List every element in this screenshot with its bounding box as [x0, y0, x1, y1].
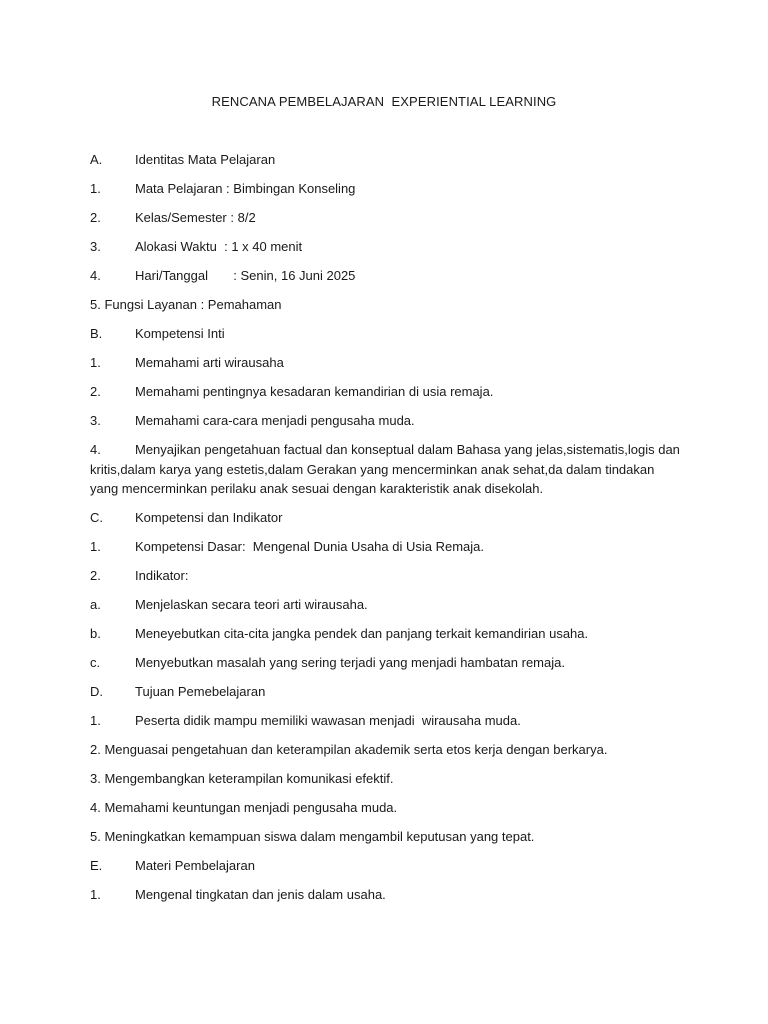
list-number: B. [90, 326, 103, 341]
list-number: 2. [90, 384, 101, 399]
list-text: Mengenal tingkatan dan jenis dalam usaha. [135, 887, 386, 902]
list-text: Menjelaskan secara teori arti wirausaha. [135, 597, 368, 612]
list-item [90, 596, 368, 614]
list-item [90, 383, 493, 401]
list-text: Memahami cara-cara menjadi pengusaha muda. [135, 413, 415, 428]
list-text: 4. Memahami keuntungan menjadi pengusaha muda. [90, 800, 398, 815]
list-item [90, 712, 521, 730]
list-item [90, 267, 355, 285]
list-item [90, 296, 282, 314]
list-number: D. [90, 684, 103, 699]
document-title: RENCANA PEMBELAJARAN EXPERIENTIAL LEARNING [211, 94, 557, 109]
list-number: 3. [90, 239, 101, 254]
list-number: b. [90, 626, 101, 641]
list-text: Memahami pentingnya kesadaran kemandirian di usia remaja. [135, 384, 494, 399]
list-text: Hari/Tanggal : Senin, 16 Juni 2025 [135, 268, 356, 283]
list-item [90, 886, 386, 904]
list-item [90, 238, 302, 256]
list-item [90, 654, 565, 672]
list-text: Peserta didik mampu memiliki wawasan menjadi wirausaha muda. [135, 713, 521, 728]
list-number: 1. [90, 887, 101, 902]
section-heading-a [90, 151, 275, 169]
list-number: c. [90, 655, 101, 670]
list-text: 5. Meningkatkan kemampuan siswa dalam mengambil keputusan yang tepat. [90, 829, 535, 844]
list-number: 1. [90, 355, 101, 370]
list-item [90, 180, 355, 198]
list-item [90, 741, 607, 759]
list-text: Indikator: [135, 568, 189, 583]
list-number: 1. [90, 539, 101, 554]
paragraph-text: Menyajikan pengetahuan factual dan konseptual dalam Bahasa yang jelas,sistematis,logis dan kritis,dalam karya yang estetis,dalam Gerakan yang mencerminkan anak sehat,da dalam tindakan yang mencerminkan perilaku anak sesuai dengan karakteristik anak disekolah. [90, 442, 684, 496]
list-text: Memahami arti wirausaha [135, 355, 284, 370]
section-heading-c [90, 509, 282, 527]
list-text: Materi Pembelajaran [135, 858, 255, 873]
list-item [90, 625, 588, 643]
list-number: 1. [90, 181, 101, 196]
list-item [90, 538, 484, 556]
list-text: Mata Pelajaran : Bimbingan Konseling [135, 181, 356, 196]
list-number: 4. [90, 268, 101, 283]
paragraph-item [90, 440, 684, 499]
list-text: Kompetensi Dasar: Mengenal Dunia Usaha di Usia Remaja. [135, 539, 485, 554]
section-heading-e [90, 857, 255, 875]
list-number: A. [90, 152, 103, 167]
list-text: Menyebutkan masalah yang sering terjadi yang menjadi hambatan remaja. [135, 655, 565, 670]
list-number: 1. [90, 713, 101, 728]
list-text: Kompetensi Inti [135, 326, 225, 341]
list-text: Tujuan Pemebelajaran [135, 684, 266, 699]
list-item [90, 412, 415, 430]
list-text: 5. Fungsi Layanan : Pemahaman [90, 297, 282, 312]
list-item [90, 799, 397, 817]
list-text: Kelas/Semester : 8/2 [135, 210, 256, 225]
list-item [90, 567, 188, 585]
list-number: 3. [90, 413, 101, 428]
list-text: Alokasi Waktu : 1 x 40 menit [135, 239, 303, 254]
list-number: 2. [90, 568, 101, 583]
list-item [90, 209, 256, 227]
list-number: C. [90, 510, 103, 525]
section-heading-d [90, 683, 265, 701]
list-number: E. [90, 858, 103, 873]
list-item [90, 770, 394, 788]
list-number: 2. [90, 210, 101, 225]
list-text: 2. Menguasai pengetahuan dan keterampilan akademik serta etos kerja dengan berkarya. [90, 742, 608, 757]
list-item [90, 828, 534, 846]
list-text: Meneyebutkan cita-cita jangka pendek dan panjang terkait kemandirian usaha. [135, 626, 589, 641]
section-heading-b [90, 325, 225, 343]
list-number: 4. [90, 442, 101, 457]
list-text: Identitas Mata Pelajaran [135, 152, 276, 167]
list-item [90, 354, 284, 372]
list-text: Kompetensi dan Indikator [135, 510, 283, 525]
list-number: a. [90, 597, 101, 612]
list-text: 3. Mengembangkan keterampilan komunikasi efektif. [90, 771, 394, 786]
